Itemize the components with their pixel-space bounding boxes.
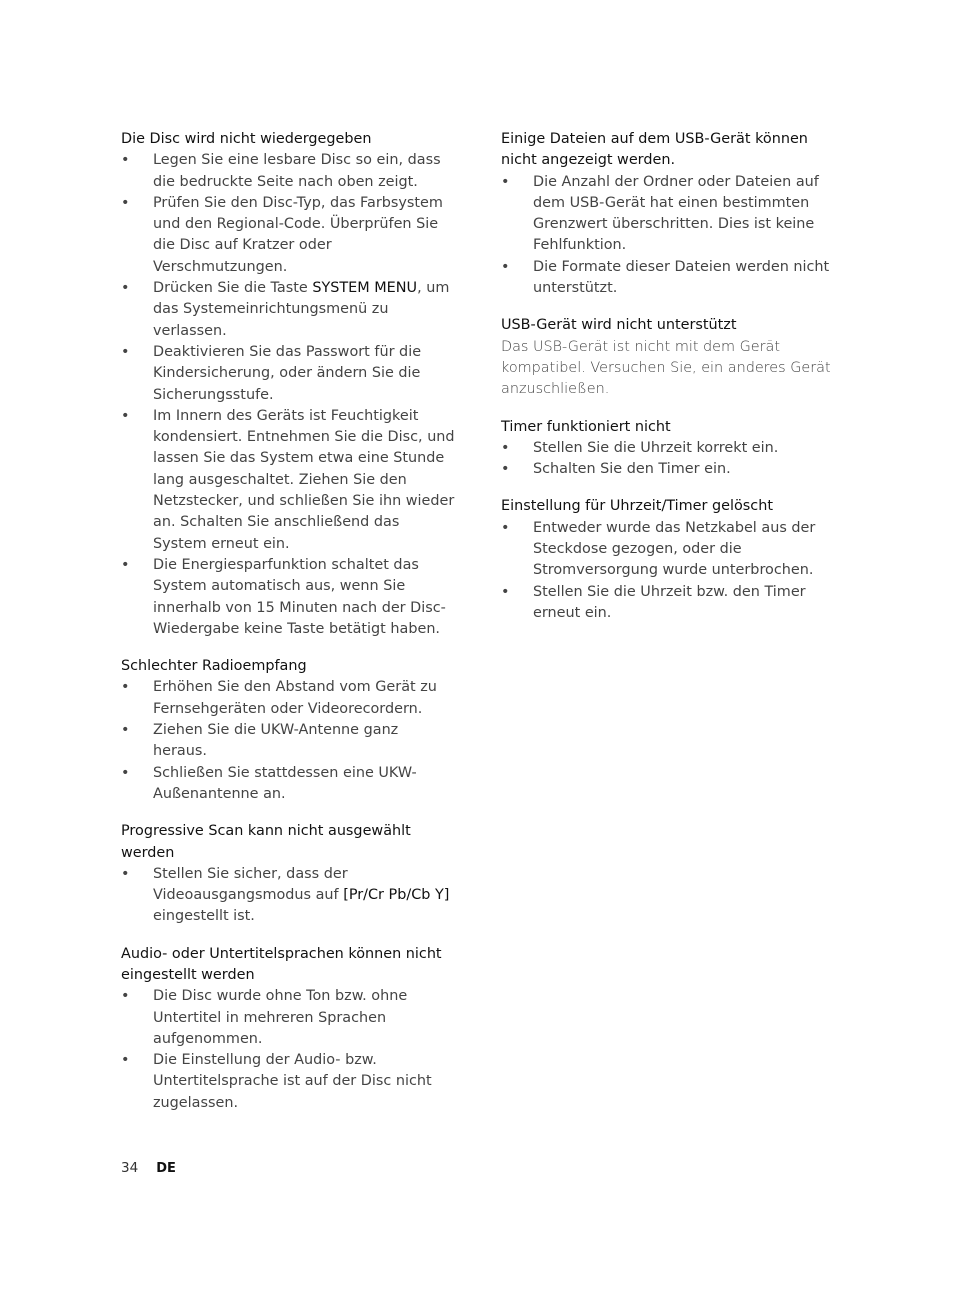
bullet-item xyxy=(121,677,456,720)
bullet-item xyxy=(121,342,456,406)
bullet-text: , um das Systemeinrichtungsmenü zu verlassen. xyxy=(153,280,450,339)
bullet-dot: • xyxy=(121,280,130,297)
bullet-dot: • xyxy=(121,865,130,882)
page-footer xyxy=(121,1158,176,1179)
bullet-item xyxy=(501,518,836,582)
section-heading: Die Disc wird nicht wiedergegeben xyxy=(121,131,372,147)
bullet-dot: • xyxy=(501,461,510,478)
bullet-text: Erhöhen Sie den Abstand vom Gerät zu Fernsehgeräten oder Videorecordern. xyxy=(153,679,437,717)
troubleshoot-section xyxy=(501,129,836,299)
bullet-text: Die Formate dieser Dateien werden nicht unterstützt. xyxy=(533,258,830,297)
bullet-text: Deaktivieren Sie das Passwort für die Kindersicherung, oder ändern Sie die Sicherungsstufe. xyxy=(153,343,422,403)
bullet-item xyxy=(121,986,456,1050)
bullet-text: Die Disc wurde ohne Ton bzw. ohne Untertitel in mehreren Sprachen aufgenommen. xyxy=(153,988,408,1047)
bullet-item xyxy=(121,864,456,928)
bullet-dot: • xyxy=(121,679,130,696)
key-label: SYSTEM MENU xyxy=(312,280,418,297)
bullet-list xyxy=(501,172,836,300)
bullet-dot: • xyxy=(501,519,510,536)
bullet-item xyxy=(121,278,456,342)
bullet-item xyxy=(121,555,456,640)
left-column xyxy=(121,129,456,1130)
section-heading: USB-Gerät wird nicht unterstützt xyxy=(501,317,737,334)
bullet-item xyxy=(121,150,456,193)
section-heading: Einstellung für Uhrzeit/Timer gelöscht xyxy=(501,498,773,515)
bullet-text: Prüfen Sie den Disc-Typ, das Farbsystem und den Regional-Code. Überprüfen Sie die Disc auf Kratzer oder Verschmutzungen. xyxy=(153,194,443,275)
bullet-dot: • xyxy=(501,173,510,190)
bullet-dot: • xyxy=(121,194,130,211)
key-label: [Pr/Cr Pb/Cb Y] xyxy=(343,887,450,904)
bullet-item xyxy=(121,720,456,763)
troubleshoot-section xyxy=(501,496,836,624)
bullet-dot: • xyxy=(121,343,130,360)
section-paragraph: Das USB-Gerät ist nicht mit dem Gerät kompatibel. Versuchen Sie, ein anderes Gerät anzuschließen. xyxy=(501,338,831,398)
section-heading: Einige Dateien auf dem USB-Gerät können nicht angezeigt werden. xyxy=(501,131,808,169)
bullet-dot: • xyxy=(121,407,130,424)
bullet-dot: • xyxy=(121,764,130,781)
bullet-text: Die Einstellung der Audio- bzw. Untertitelsprache ist auf der Disc nicht zugelassen. xyxy=(153,1052,432,1111)
troubleshoot-section xyxy=(121,656,456,805)
bullet-text: Ziehen Sie die UKW-Antenne ganz heraus. xyxy=(153,722,399,760)
bullet-text: Drücken Sie die Taste xyxy=(153,280,313,297)
bullet-text: Legen Sie eine lesbare Disc so ein, dass die bedruckte Seite nach oben zeigt. xyxy=(153,152,441,190)
bullet-dot: • xyxy=(121,722,130,739)
bullet-text: Schalten Sie den Timer ein. xyxy=(533,461,731,478)
bullet-dot: • xyxy=(501,583,510,600)
section-heading: Audio- oder Untertitelsprachen können nicht eingestellt werden xyxy=(121,945,442,983)
bullet-text: Die Energiesparfunktion schaltet das System automatisch aus, wenn Sie innerhalb von 15 Minuten nach der Disc-Wiedergabe keine Taste betätigt haben. xyxy=(153,556,446,637)
bullet-text: Entweder wurde das Netzkabel aus der Steckdose gezogen, oder die Stromversorgung wurde unterbrochen. xyxy=(533,519,816,579)
bullet-dot: • xyxy=(121,988,130,1005)
bullet-list xyxy=(121,864,456,928)
bullet-item xyxy=(501,582,836,625)
bullet-item xyxy=(121,193,456,278)
bullet-list xyxy=(501,518,836,624)
language-code: DE xyxy=(156,1161,176,1176)
bullet-item xyxy=(121,406,456,555)
bullet-dot: • xyxy=(121,556,130,573)
troubleshoot-section xyxy=(121,944,456,1114)
bullet-dot: • xyxy=(501,439,510,456)
bullet-item xyxy=(501,172,836,257)
bullet-text: Im Innern des Geräts ist Feuchtigkeit kondensiert. Entnehmen Sie die Disc, und lassen Sie das System etwa eine Stunde lang ausgeschaltet. Ziehen Sie den Netzstecker, und schließen Sie ihn wieder an. Schalten Sie anschließend das System erneut ein. xyxy=(153,407,455,552)
bullet-text: Die Anzahl der Ordner oder Dateien auf dem USB-Gerät hat einen bestimmten Grenzwert überschritten. Dies ist keine Fehlfunktion. xyxy=(533,173,819,254)
bullet-dot: • xyxy=(501,258,510,275)
bullet-list xyxy=(501,438,836,481)
page-number: 34 xyxy=(121,1160,139,1176)
bullet-list xyxy=(121,986,456,1114)
bullet-dot: • xyxy=(121,1052,130,1069)
troubleshoot-section xyxy=(501,417,836,481)
section-heading: Timer funktioniert nicht xyxy=(501,418,671,435)
bullet-dot: • xyxy=(121,152,130,169)
bullet-list xyxy=(121,150,456,640)
bullet-item xyxy=(501,257,836,300)
bullet-text: Stellen Sie sicher, dass der Videoausgangsmodus auf xyxy=(153,865,348,904)
bullet-item xyxy=(121,763,456,806)
bullet-text: Stellen Sie die Uhrzeit korrekt ein. xyxy=(533,439,779,456)
bullet-item xyxy=(121,1050,456,1114)
bullet-item xyxy=(501,459,836,480)
section-heading: Schlechter Radioempfang xyxy=(121,658,307,675)
section-heading: Progressive Scan kann nicht ausgewählt werden xyxy=(121,823,411,861)
bullet-item xyxy=(501,438,836,459)
troubleshoot-section xyxy=(121,821,456,927)
bullet-text: Schließen Sie stattdessen eine UKW-Außenantenne an. xyxy=(153,764,417,802)
troubleshoot-section xyxy=(121,129,456,640)
right-column xyxy=(501,129,836,640)
bullet-text: Stellen Sie die Uhrzeit bzw. den Timer erneut ein. xyxy=(533,583,806,621)
bullet-text: eingestellt ist. xyxy=(153,908,255,925)
troubleshoot-section xyxy=(501,315,836,400)
bullet-list xyxy=(121,677,456,805)
